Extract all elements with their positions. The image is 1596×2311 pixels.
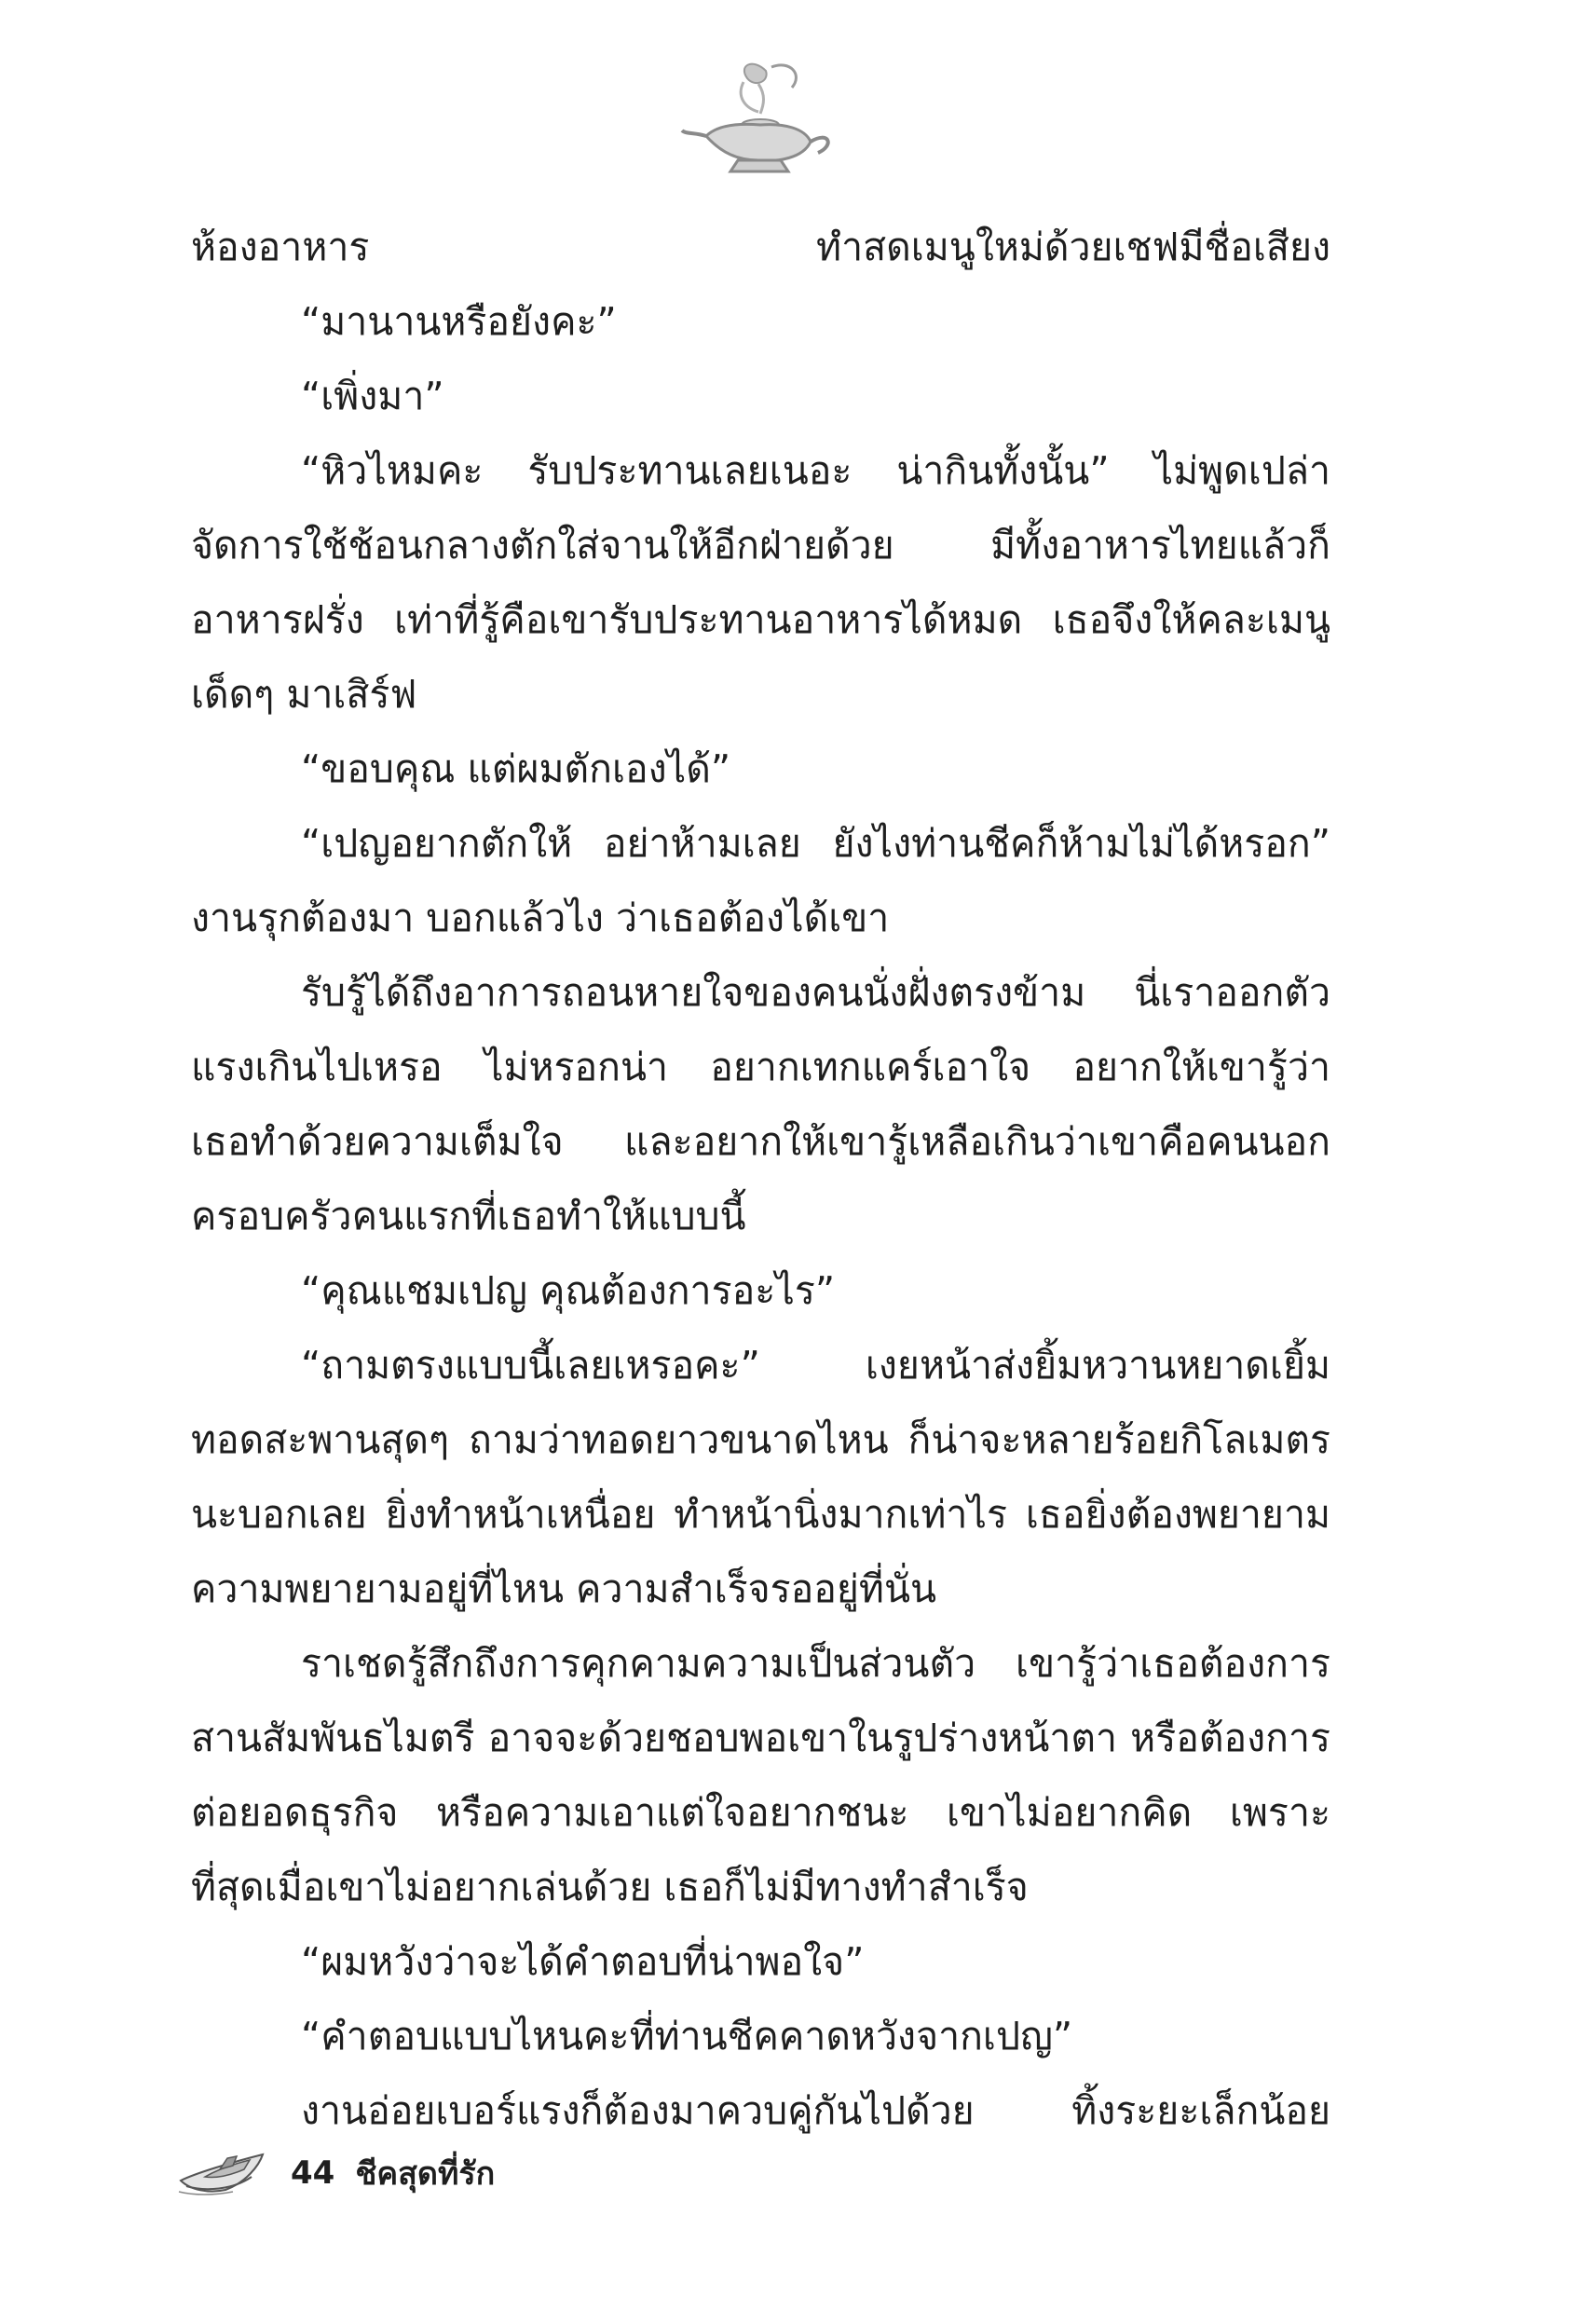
text-line: งานรุกต้องมา บอกแล้วไง ว่าเธอต้องได้เขา (191, 896, 890, 940)
text-line: ที่สุดเมื่อเขาไม่อยากเล่นด้วย เธอก็ไม่มีทางทำสำเร็จ (191, 1865, 1029, 1909)
text-line: ราเชดรู้สึกถึงการคุกคามความเป็นส่วนตัว เขารู้ว่าเธอต้องการ (301, 1641, 1330, 1686)
text-line: นะบอกเลย ยิ่งทำหน้าเหนื่อย ทำหน้านิ่งมากเท่าไร เธอยิ่งต้องพยายาม (191, 1492, 1330, 1537)
book-title: ชีคสุดที่รัก (355, 2155, 496, 2193)
text-line: ต่อยอดธุรกิจ หรือความเอาแต่ใจอยากชนะ เขาไม่อยากคิด เพราะ (191, 1790, 1330, 1835)
text-line: “หิวไหมคะ รับประทานเลยเนอะ น่ากินทั้งนั้น” ไม่พูดเปล่า (301, 448, 1330, 493)
text-line: “เปญอยากตักให้ อย่าห้ามเลย ยังไงท่านชีคก็ห้ามไม่ได้หรอก” (301, 821, 1330, 866)
text-line: “คำตอบแบบไหนคะที่ท่านชีคคาดหวังจากเปญ” (301, 2014, 1073, 2058)
text-line: ความพยายามอยู่ที่ไหน ความสำเร็จรออยู่ที่นั่น (191, 1566, 937, 1611)
page-number: 44 (291, 2154, 335, 2192)
text-line: เธอทำด้วยความเต็มใจ และอยากให้เขารู้เหลือเกินว่าเขาคือคนนอก (191, 1119, 1330, 1164)
text-line: ทอดสะพานสุดๆ ถามว่าทอดยาวขนาดไหน ก็น่าจะหลายร้อยกิโลเมตร (191, 1417, 1330, 1462)
text-line: “ผมหวังว่าจะได้คำตอบที่น่าพอใจ” (301, 1939, 865, 1984)
text-line: ห้องอาหาร ทำสดเมนูใหม่ด้วยเชฟมีชื่อเสียง (191, 225, 1330, 269)
genie-lamp-icon (680, 56, 839, 177)
text-line: ครอบครัวคนแรกที่เธอทำให้แบบนี้ (191, 1194, 746, 1238)
text-line: อาหารฝรั่ง เท่าที่รู้คือเขารับประทานอาหารได้หมด เธอจึงให้คละเมนู (191, 597, 1330, 642)
text-line: “คุณแชมเปญ คุณต้องการอะไร” (301, 1268, 836, 1313)
text-line: “ถามตรงแบบนี้เลยเหรอคะ” เงยหน้าส่งยิ้มหวานหยาดเยิ้ม (301, 1343, 1330, 1388)
text-line: งานอ่อยเบอร์แรงก็ต้องมาควบคู่กันไปด้วย ทิ้งระยะเล็กน้อย (301, 2088, 1330, 2133)
body-text (191, 210, 1330, 2148)
text-line: “มานานหรือยังคะ” (301, 299, 617, 344)
text-line: จัดการใช้ช้อนกลางตักใส่จานให้อีกฝ่ายด้วย มีทั้งอาหารไทยแล้วก็ (191, 523, 1330, 567)
yacht-icon (177, 2149, 270, 2197)
text-line: เด็ดๆ มาเสิร์ฟ (191, 672, 417, 717)
page-footer (177, 2143, 495, 2203)
text-line: แรงเกินไปเหรอ ไม่หรอกน่า อยากเทกแคร์เอาใจ อยากให้เขารู้ว่า (191, 1045, 1330, 1089)
text-line: สานสัมพันธไมตรี อาจจะด้วยชอบพอเขาในรูปร่างหน้าตา หรือต้องการ (191, 1716, 1330, 1760)
text-line: “ขอบคุณ แต่ผมตักเองได้” (301, 746, 731, 791)
text-line: รับรู้ได้ถึงอาการถอนหายใจของคนนั่งฝั่งตรงข้าม นี่เราออกตัว (301, 970, 1330, 1015)
text-line: “เพิ่งมา” (301, 374, 444, 418)
